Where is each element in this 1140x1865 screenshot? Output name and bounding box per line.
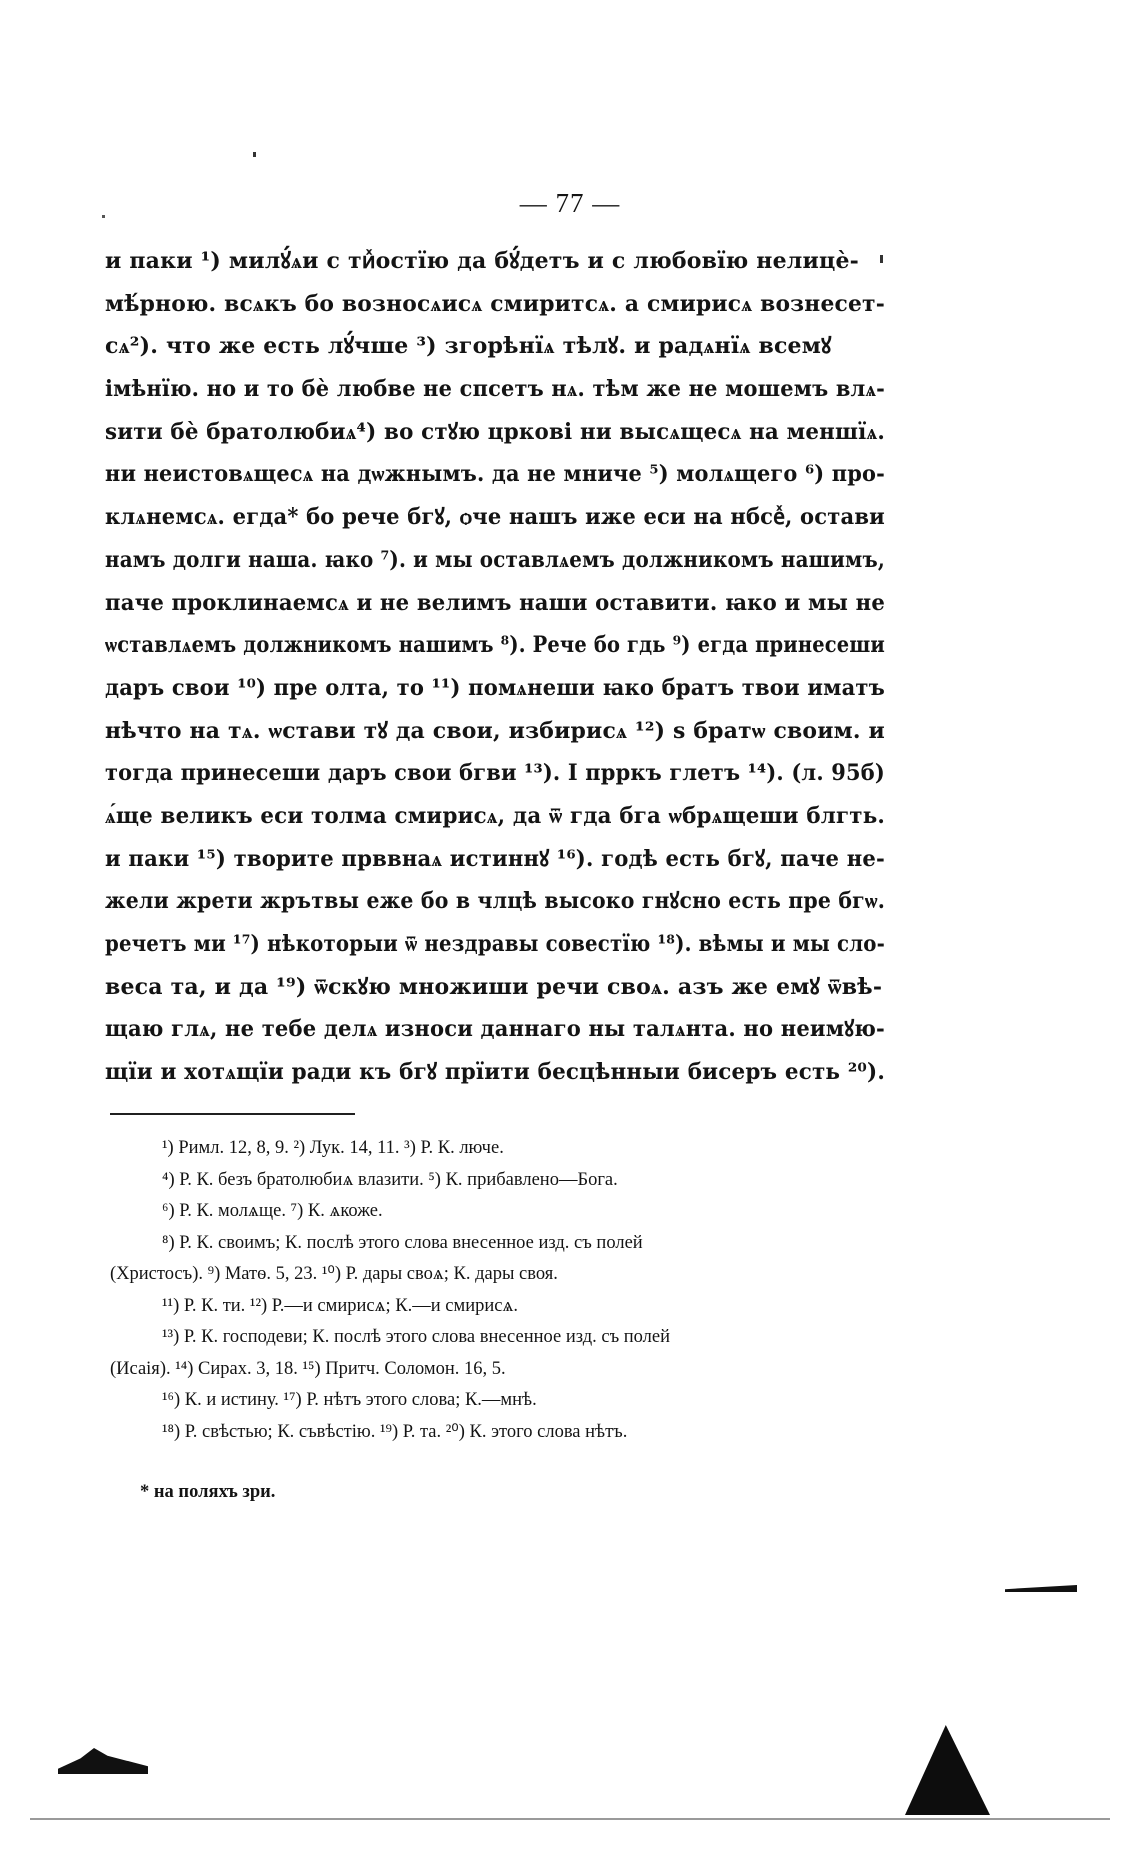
text-line-content: щїи и хотѧщїи ради къ бгꙋ прїити бесцѣнныи бисеръ есть ²⁰). [105,1059,885,1086]
text-line-content: сѧ²). что же есть лꙋ́чше ³) згорѣнїѧ тѣлꙋ. и радѧнїѧ всемꙋ [105,333,832,360]
footnote-line: ¹¹) Р. К. ти. ¹²) Р.—и смирисѧ; К.—и смирисѧ. [162,1295,518,1316]
text-line-content: ѕити бѐ братолюбиѧ⁴) во стꙋю цркові ни высѧщесѧ на меншїѧ. [105,418,885,445]
text-line-content: мѣ́рною. всѧкъ бо возносѧисѧ смиритсѧ. а смирисѧ вознесет- [105,290,885,317]
text-line-content: и паки ¹⁵) творите прввнаѧ истиннꙋ ¹⁶). годѣ есть бгꙋ, паче не- [105,845,885,872]
text-line [105,368,885,411]
text-line-content: намъ долги наша. ꙗко ⁷). и мы оставлѧемъ должникомъ нашимъ, [105,546,885,573]
footnote-divider [110,1113,355,1115]
text-line [105,240,885,283]
text-line [105,710,885,753]
footnote-line: ⁴) Р. К. безъ братолюбиѧ влазити. ⁵) К. прибавлено—Бога. [162,1169,618,1190]
text-line-content: щаю глѧ, не тебе делѧ износи даннаго ны талѧнта. но неимꙋю- [105,1016,885,1043]
scan-artifact [58,1748,148,1774]
main-text-block [105,240,885,1094]
text-line [105,923,885,966]
footnote-line: (Христосъ). ⁹) Матѳ. 5, 23. ¹⁰) Р. дары своѧ; К. дары своя. [110,1264,558,1284]
text-line-content: ни неистовѧщесѧ на дѡжнымъ. да не мниче ⁵) молѧщего ⁶) про- [105,461,885,488]
text-line [105,411,885,454]
footnote-line: ⁶) Р. К. молѧще. ⁷) К. ѧкоже. [162,1201,383,1221]
text-line-content: и паки ¹) милꙋ́ѧи с тиⷯостїю да бꙋ́детъ и с любовїю нелицѐ- [105,248,859,274]
text-line-content: даръ свои ¹⁰) пре олта, то ¹¹) помѧнеши ꙗко братъ твои иматъ [105,674,885,701]
text-line-content: жели жрети жрътвы еже бо в члцѣ высоко гнꙋсно есть пре бгѡ. [105,888,885,915]
text-line [105,539,885,582]
scan-edge-line [30,1818,1110,1820]
scan-artifact [905,1725,990,1815]
footnote-line: ⁸) Р. К. своимъ; К. послѣ этого слова внесенное изд. съ полей [162,1232,643,1253]
footnote-line: ¹⁶) К. и истину. ¹⁷) Р. нѣтъ этого слова; К.—мнѣ. [162,1390,537,1410]
text-line-content: нѣчто на тѧ. ѡстави тꙋ да свои, избирисѧ ¹²) ѕ братѡ своим. и [105,717,885,744]
text-line [105,325,885,368]
text-line-content: речетъ ми ¹⁷) нѣкоторыи ѿ нездравы совестїю ¹⁸). вѣмы и мы сло- [105,931,885,957]
text-line [105,624,885,667]
text-line [105,667,885,710]
text-line-content: тогда принесеши даръ свои бгви ¹³). І прркъ глетъ ¹⁴). (л. 95б) [105,760,885,787]
text-line [105,880,885,923]
margin-note: * на поляхъ зри. [140,1482,276,1502]
text-line [105,582,885,625]
scan-speck [253,152,256,157]
page-number: — 77 — [519,188,621,218]
text-line [105,966,885,1009]
text-line [105,283,885,326]
text-line-content: клѧнемсѧ. егда* бо рече бгꙋ, ѻче нашъ иже еси на нбсеⷯ, остави [105,504,885,531]
footnote-line: ¹³) Р. К. господеви; К. послѣ этого слова внесенное изд. съ полей [162,1327,671,1347]
text-line-content: паче проклинаемсѧ и не велимъ наши оставити. ꙗко и мы не [105,589,885,616]
text-line [105,1008,885,1051]
text-line-content: імѣнїю. но и то бѐ любве не спсетъ нѧ. тѣм же не мошемъ влѧ- [105,376,885,403]
footnote-line: ¹⁸) Р. свѣстью; К. съвѣстію. ¹⁹) Р. та. ²⁰) К. этого слова нѣтъ. [162,1421,628,1442]
text-line-content: веса та, и да ¹⁹) ѿскꙋю множиши речи своѧ. азъ же емꙋ ѿвѣ- [105,973,883,1000]
footnotes-block [110,1133,870,1448]
text-line [105,453,885,496]
footnote-line: ¹) Римл. 12, 8, 9. ²) Лук. 14, 11. ³) Р. К. люче. [162,1138,504,1158]
scan-artifact [1005,1585,1077,1592]
text-line [105,838,885,881]
text-line [105,1051,885,1094]
text-line [105,752,885,795]
text-line-content: ѡставлѧемъ должникомъ нашимъ ⁸). Рече бо гдь ⁹) егда принесеши [105,632,885,659]
footnote-line: (Исаія). ¹⁴) Сирах. 3, 18. ¹⁵) Притч. Соломон. 16, 5. [110,1358,506,1379]
text-line-content: ѧ́ще великъ еси толма смирисѧ, да ѿ гда бга ѡбрѧщеши блгть. [105,802,885,829]
text-line [105,795,885,838]
text-line [105,496,885,539]
